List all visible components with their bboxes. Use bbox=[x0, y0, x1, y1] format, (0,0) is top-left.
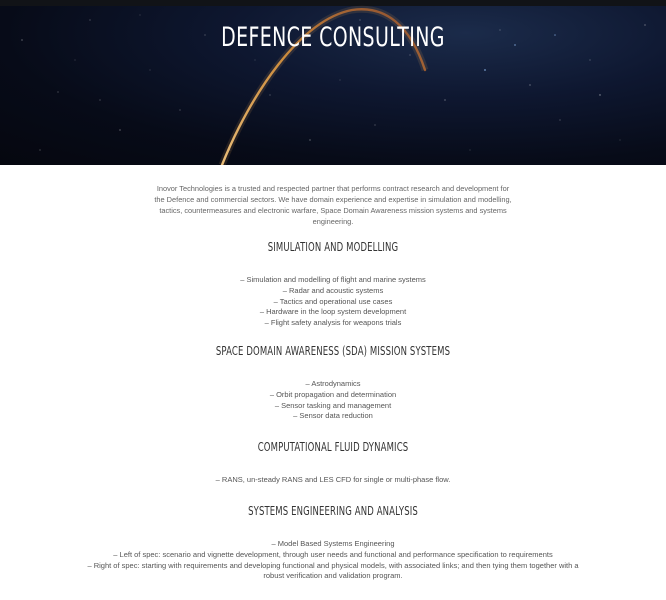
intro-paragraph: Inovor Technologies is a trusted and respected partner that performs contract research and development for the Defence and commercial sectors. We have domain experience and expertise in simulation and modelling, tactics, countermeasures and electronic warfare, Space Domain Awareness mission systems and systems engineering. bbox=[154, 184, 512, 226]
list-item: – Radar and acoustic systems bbox=[282, 285, 384, 295]
list-item: – Right of spec: starting with requirements and developing functional and physical models, with associated links; and then tying them together with a robust verification and validation program. bbox=[87, 560, 579, 581]
simulation-list bbox=[0, 275, 666, 329]
page-title: DEFENCE CONSULTING bbox=[221, 22, 445, 53]
list-item: – RANS, un-steady RANS and LES CFD for single or multi-phase flow. bbox=[215, 475, 451, 485]
list-item: – Flight safety analysis for weapons trials bbox=[264, 318, 402, 328]
list-item: – Sensor tasking and management bbox=[274, 400, 392, 410]
list-item: – Model Based Systems Engineering bbox=[271, 538, 395, 548]
section-title-systems-engineering: SYSTEMS ENGINEERING AND ANALYSIS bbox=[248, 502, 418, 518]
cfd-list bbox=[0, 475, 666, 486]
list-item: – Sensor data reduction bbox=[293, 411, 373, 421]
list-item: – Tactics and operational use cases bbox=[273, 296, 393, 306]
section-title-cfd: COMPUTATIONAL FLUID DYNAMICS bbox=[257, 439, 409, 455]
sda-list bbox=[0, 379, 666, 422]
main-content bbox=[0, 183, 666, 582]
hero-banner bbox=[0, 0, 666, 165]
list-item: – Astrodynamics bbox=[305, 378, 361, 388]
list-item: – Left of spec: scenario and vignette development, through user needs and functional and performance specification to requirements bbox=[113, 549, 553, 559]
section-title-simulation: SIMULATION AND MODELLING bbox=[267, 239, 399, 254]
list-item: – Simulation and modelling of flight and marine systems bbox=[240, 275, 426, 284]
systems-engineering-list bbox=[0, 539, 666, 582]
section-title-sda: SPACE DOMAIN AWARENESS (SDA) MISSION SYSTEMS bbox=[215, 342, 451, 358]
list-item: – Hardware in the loop system development bbox=[259, 307, 407, 317]
list-item: – Orbit propagation and determination bbox=[269, 389, 397, 399]
